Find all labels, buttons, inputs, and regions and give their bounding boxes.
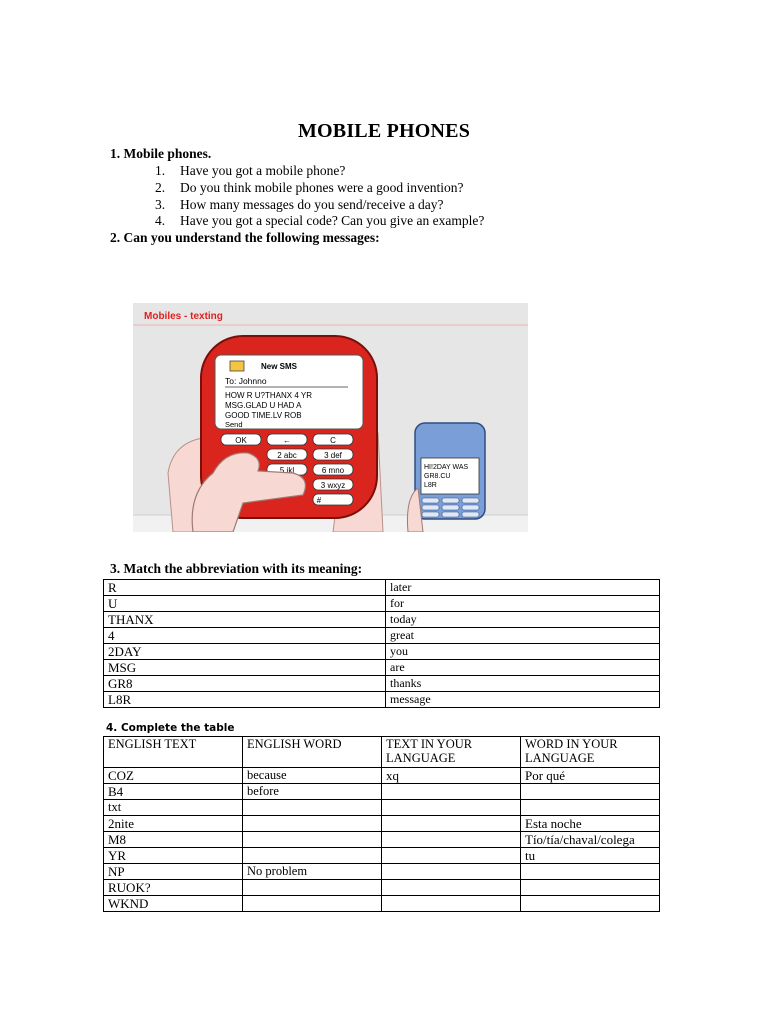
table-row: L8R message <box>104 692 660 708</box>
page-title: MOBILE PHONES <box>297 120 471 142</box>
texting-illustration <box>133 303 528 532</box>
svg-text:New SMS: New SMS <box>261 362 298 371</box>
table-row: WKND <box>104 896 660 912</box>
table-row: M8 Tío/tía/chaval/colega <box>104 832 660 848</box>
table-row: 2nite Esta noche <box>104 816 660 832</box>
table-row: 2DAY you <box>104 644 660 660</box>
table-row: 4 great <box>104 628 660 644</box>
table-row: YR tu <box>104 848 660 864</box>
table-row: U for <box>104 596 660 612</box>
banner-text: Mobiles - texting <box>144 311 223 322</box>
question-1: 1. Have you got a mobile phone? <box>155 163 346 178</box>
section1-heading: 1. Mobile phones. <box>110 146 212 161</box>
table-row: R later <box>104 580 660 596</box>
svg-text:HI!2DAY WAS: HI!2DAY WAS <box>424 464 469 471</box>
complete-table <box>103 736 660 912</box>
svg-text:5 jkl: 5 jkl <box>279 466 295 475</box>
svg-text:GOOD TIME.LV ROB: GOOD TIME.LV ROB <box>225 411 302 420</box>
svg-text:L8R: L8R <box>424 482 437 489</box>
svg-text:OK: OK <box>235 436 247 445</box>
svg-text:HOW R U?THANX 4 YR: HOW R U?THANX 4 YR <box>225 391 312 400</box>
svg-text:2 abc: 2 abc <box>277 451 297 460</box>
table-row: B4 before <box>104 784 660 800</box>
table-row: txt <box>104 800 660 816</box>
section2-heading: 2. Can you understand the following messages: <box>110 230 380 245</box>
svg-text:To: Johnno: To: Johnno <box>225 376 267 386</box>
table-row: RUOK? <box>104 880 660 896</box>
table-row: MSG are <box>104 660 660 676</box>
svg-text:MSG.GLAD U HAD A: MSG.GLAD U HAD A <box>225 401 302 410</box>
question-4: 4. Have you got a special code? Can you give an example? <box>155 213 485 228</box>
question-2: 2. Do you think mobile phones were a good invention? <box>155 180 464 195</box>
table-row: NP No problem <box>104 864 660 880</box>
svg-text:#: # <box>316 496 322 505</box>
match-table <box>103 579 660 708</box>
table-row: COZ because xq Por qué <box>104 768 660 784</box>
table-row: GR8 thanks <box>104 676 660 692</box>
question-3: 3. How many messages do you send/receive a day? <box>155 197 444 212</box>
svg-text:3 wxyz: 3 wxyz <box>320 481 346 490</box>
svg-text:Send: Send <box>225 420 243 429</box>
section4-heading: 4. Complete the table <box>106 722 235 734</box>
section3-heading: 3. Match the abbreviation with its meaning: <box>110 561 363 576</box>
table-row: THANX today <box>104 612 660 628</box>
svg-text:C: C <box>330 436 336 445</box>
svg-text:6 mno: 6 mno <box>321 466 345 475</box>
svg-text:GR8.CU: GR8.CU <box>424 473 451 480</box>
table-header-row: ENGLISH TEXT ENGLISH WORD TEXT IN YOUR LANGUAGE WORD IN YOUR LANGUAGE <box>104 737 660 768</box>
svg-text:←: ← <box>283 436 291 445</box>
svg-text:3 def: 3 def <box>324 451 342 460</box>
